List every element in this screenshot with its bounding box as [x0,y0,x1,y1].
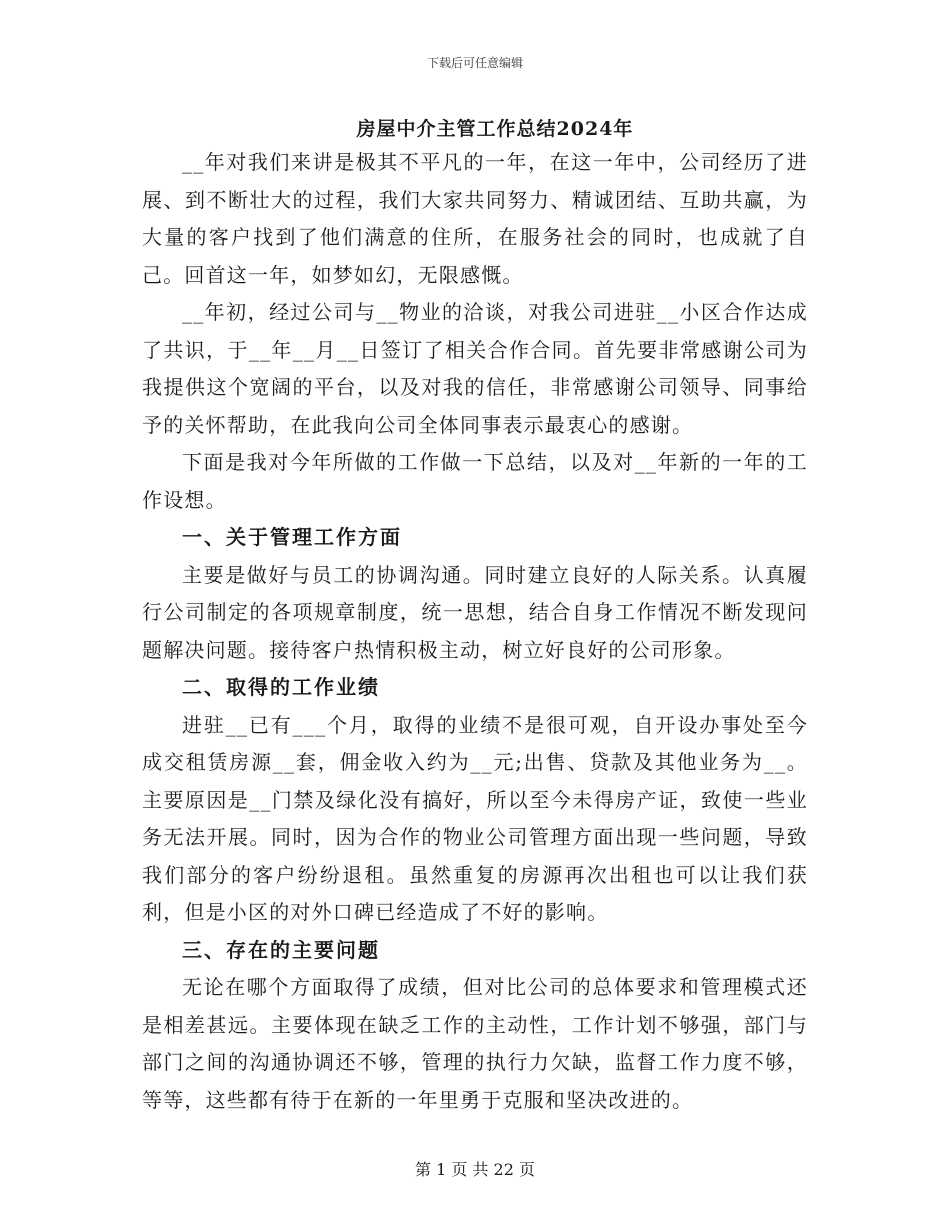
section-heading: 三、存在的主要问题 [182,937,380,962]
paragraph: 进驻__已有___个月，取得的业绩不是很可观，自开设办事处至今成交租赁房源__套，佣金收入约为__元;出售、贷款及其他业务为__。主要原因是__门禁及绿化没有搞好，所以至今未得房产证，致使一些业务无法开展。同时，因为合作的物业公司管理方面出现一些问题，导致我们部分的客户纷纷退租。虽然重复的房源再次出租也可以让我们获利，但是小区的对外口碑已经造成了不好的影响。 [142,712,808,924]
document-title: 房屋中介主管工作总结2024年 [356,118,634,140]
page-number: 第 1 页 共 22 页 [415,1160,535,1179]
paragraph: 无论在哪个方面取得了成绩，但对比公司的总体要求和管理模式还是相差甚远。主要体现在缺乏工作的主动性，工作计划不够强，部门与部门之间的沟通协调还不够，管理的执行力欠缺，监督工作力度不够，等等，这些都有待于在新的一年里勇于克服和坚决改进的。 [142,975,808,1112]
paragraph: 主要是做好与员工的协调沟通。同时建立良好的人际关系。认真履行公司制定的各项规章制度，统一思想，结合自身工作情况不断发现问题解决问题。接待客户热情积极主动，树立好良好的公司形象。 [142,562,808,662]
section-heading: 二、取得的工作业绩 [182,675,380,699]
paragraph: __年对我们来讲是极其不平凡的一年，在这一年中，公司经历了进展、到不断壮大的过程，我们大家共同努力、精诚团结、互助共赢，为大量的客户找到了他们满意的住所，在服务社会的同时，也成就了自己。回首这一年，如梦如幻，无限感慨。 [142,150,808,287]
paragraph: __年初，经过公司与__物业的洽谈，对我公司进驻__小区合作达成了共识，于__年__月__日签订了相关合作合同。首先要非常感谢公司为我提供这个宽阔的平台，以及对我的信任，非常感谢公司领导、同事给予的关怀帮助，在此我向公司全体同事表示最衷心的感谢。 [142,300,808,437]
section-heading: 一、关于管理工作方面 [182,525,402,549]
paragraph: 下面是我对今年所做的工作做一下总结，以及对__年新的一年的工作设想。 [142,450,808,512]
document-body [142,144,808,1119]
header-note: 下载后可任意编辑 [426,56,523,70]
